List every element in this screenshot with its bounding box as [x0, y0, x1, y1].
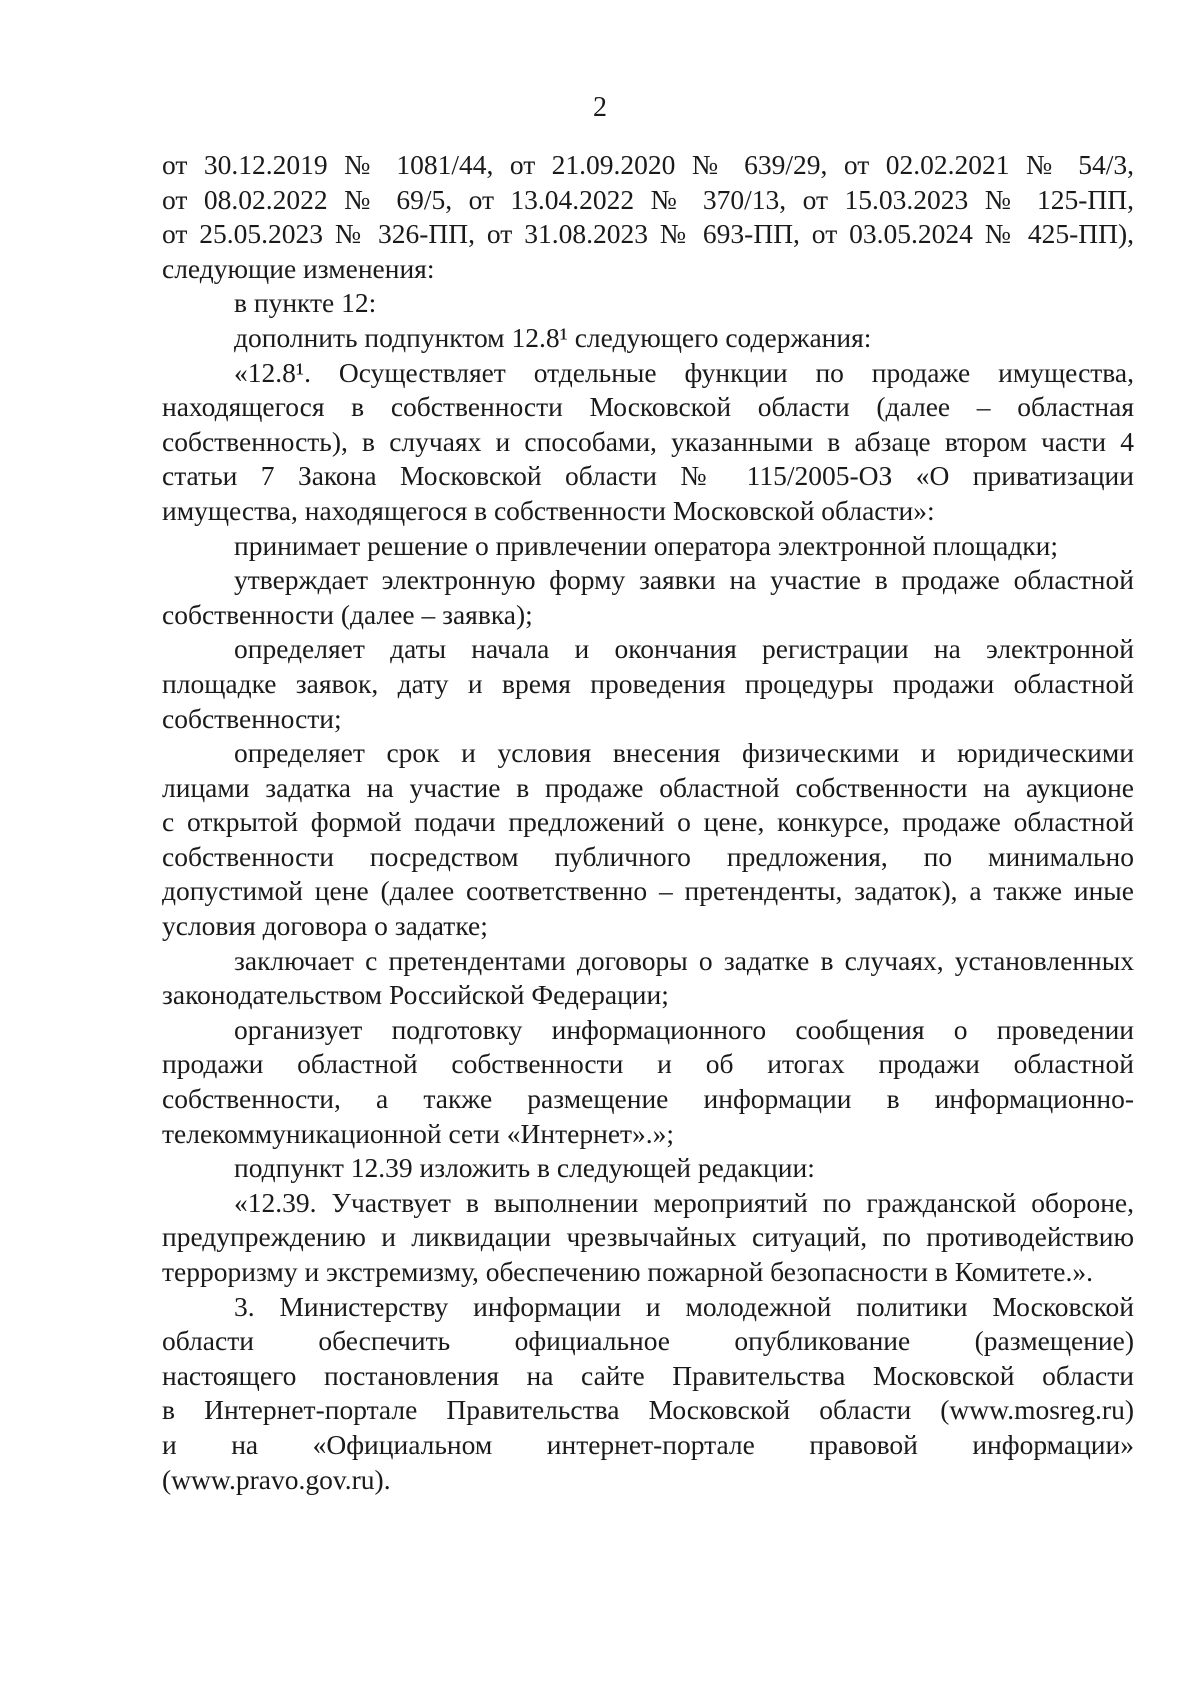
paragraph	[162, 148, 1134, 286]
text-line: в пункте 12:	[234, 287, 377, 319]
text-line: (www.pravo.gov.ru).	[162, 1463, 391, 1495]
text-line: с открытой формой подачи предложений о цене, конкурсе, продаже областной	[162, 806, 1134, 838]
paragraph	[162, 1186, 1134, 1290]
paragraph	[162, 563, 1134, 632]
text-line: допустимой цене (далее соответственно – претенденты, задаток), а также иные	[162, 875, 1134, 907]
paragraph	[162, 1151, 1134, 1186]
text-line: терроризму и экстремизму, обеспечению пожарной безопасности в Комитете.».	[162, 1256, 1094, 1287]
text-line: законодательством Российской Федерации;	[162, 979, 669, 1011]
paragraph	[162, 1290, 1134, 1498]
text-line: собственность), в случаях и способами, указанными в абзаце втором части 4	[162, 425, 1134, 457]
text-line: площадке заявок, дату и время проведения процедуры продажи областной	[162, 667, 1134, 699]
text-line: в Интернет-портале Правительства Московской области (www.mosreg.ru)	[162, 1394, 1134, 1426]
text-line: собственности (далее – заявка);	[162, 598, 533, 630]
text-line: телекоммуникационной сети «Интернет».»;	[162, 1117, 675, 1149]
text-line: утверждает электронную форму заявки на участие в продаже областной	[234, 564, 1134, 596]
paragraph	[162, 286, 1134, 321]
text-line: дополнить подпунктом 12.8¹ следующего содержания:	[234, 321, 872, 353]
text-line: собственности;	[162, 702, 342, 734]
paragraph	[162, 944, 1134, 1013]
text-line: лицами задатка на участие в продаже областной собственности на аукционе	[162, 771, 1134, 803]
text-line: определяет даты начала и окончания регистрации на электронной	[234, 633, 1134, 665]
text-line: организует подготовку информационного сообщения о проведении	[234, 1013, 1134, 1045]
text-line: статьи 7 Закона Московской области № 115/2005-ОЗ «О приватизации	[162, 460, 1134, 492]
text-line: области обеспечить официальное опубликование (размещение)	[162, 1325, 1134, 1357]
text-line: от 25.05.2023 № 326-ПП, от 31.08.2023 № 693-ПП, от 03.05.2024 № 425-ПП),	[162, 218, 1134, 250]
text-line: собственности, а также размещение информации в информационно-	[162, 1083, 1134, 1115]
text-line: настоящего постановления на сайте Правительства Московской области	[162, 1359, 1134, 1391]
page-number: 2	[593, 92, 607, 123]
paragraph	[162, 632, 1134, 736]
text-line: имущества, находящегося в собственности Московской области»:	[162, 494, 935, 526]
text-line: условия договора о задатке;	[162, 910, 488, 942]
text-line: заключает с претендентами договоры о задатке в случаях, установленных	[234, 944, 1134, 976]
paragraph	[162, 1013, 1134, 1151]
text-line: подпункт 12.39 изложить в следующей редакции:	[234, 1152, 815, 1184]
text-line: следующие изменения:	[162, 252, 435, 284]
text-line: «12.39. Участвует в выполнении мероприятий по гражданской обороне,	[234, 1186, 1134, 1218]
paragraph	[162, 736, 1134, 944]
paragraph	[162, 356, 1134, 529]
text-line: «12.8¹. Осуществляет отдельные функции по продаже имущества,	[234, 356, 1134, 388]
text-line: и на «Официальном интернет-портале правовой информации»	[162, 1428, 1134, 1460]
text-line: 3. Министерству информации и молодежной политики Московской	[234, 1290, 1134, 1322]
document-body	[162, 148, 1134, 1497]
text-line: собственности посредством публичного предложения, по минимально	[162, 840, 1134, 872]
text-line: находящегося в собственности Московской области (далее – областная	[162, 391, 1134, 423]
text-line: предупреждению и ликвидации чрезвычайных ситуаций, по противодействию	[162, 1221, 1134, 1253]
text-line: принимает решение о привлечении оператора электронной площадки;	[234, 529, 1059, 561]
text-line: от 30.12.2019 № 1081/44, от 21.09.2020 № 639/29, от 02.02.2021 № 54/3,	[162, 149, 1134, 180]
text-line: продажи областной собственности и об итогах продажи областной	[162, 1048, 1134, 1080]
paragraph	[162, 529, 1134, 564]
text-line: от 08.02.2022 № 69/5, от 13.04.2022 № 370/13, от 15.03.2023 № 125-ПП,	[162, 183, 1134, 215]
paragraph	[162, 321, 1134, 356]
text-line: определяет срок и условия внесения физическими и юридическими	[234, 737, 1134, 769]
